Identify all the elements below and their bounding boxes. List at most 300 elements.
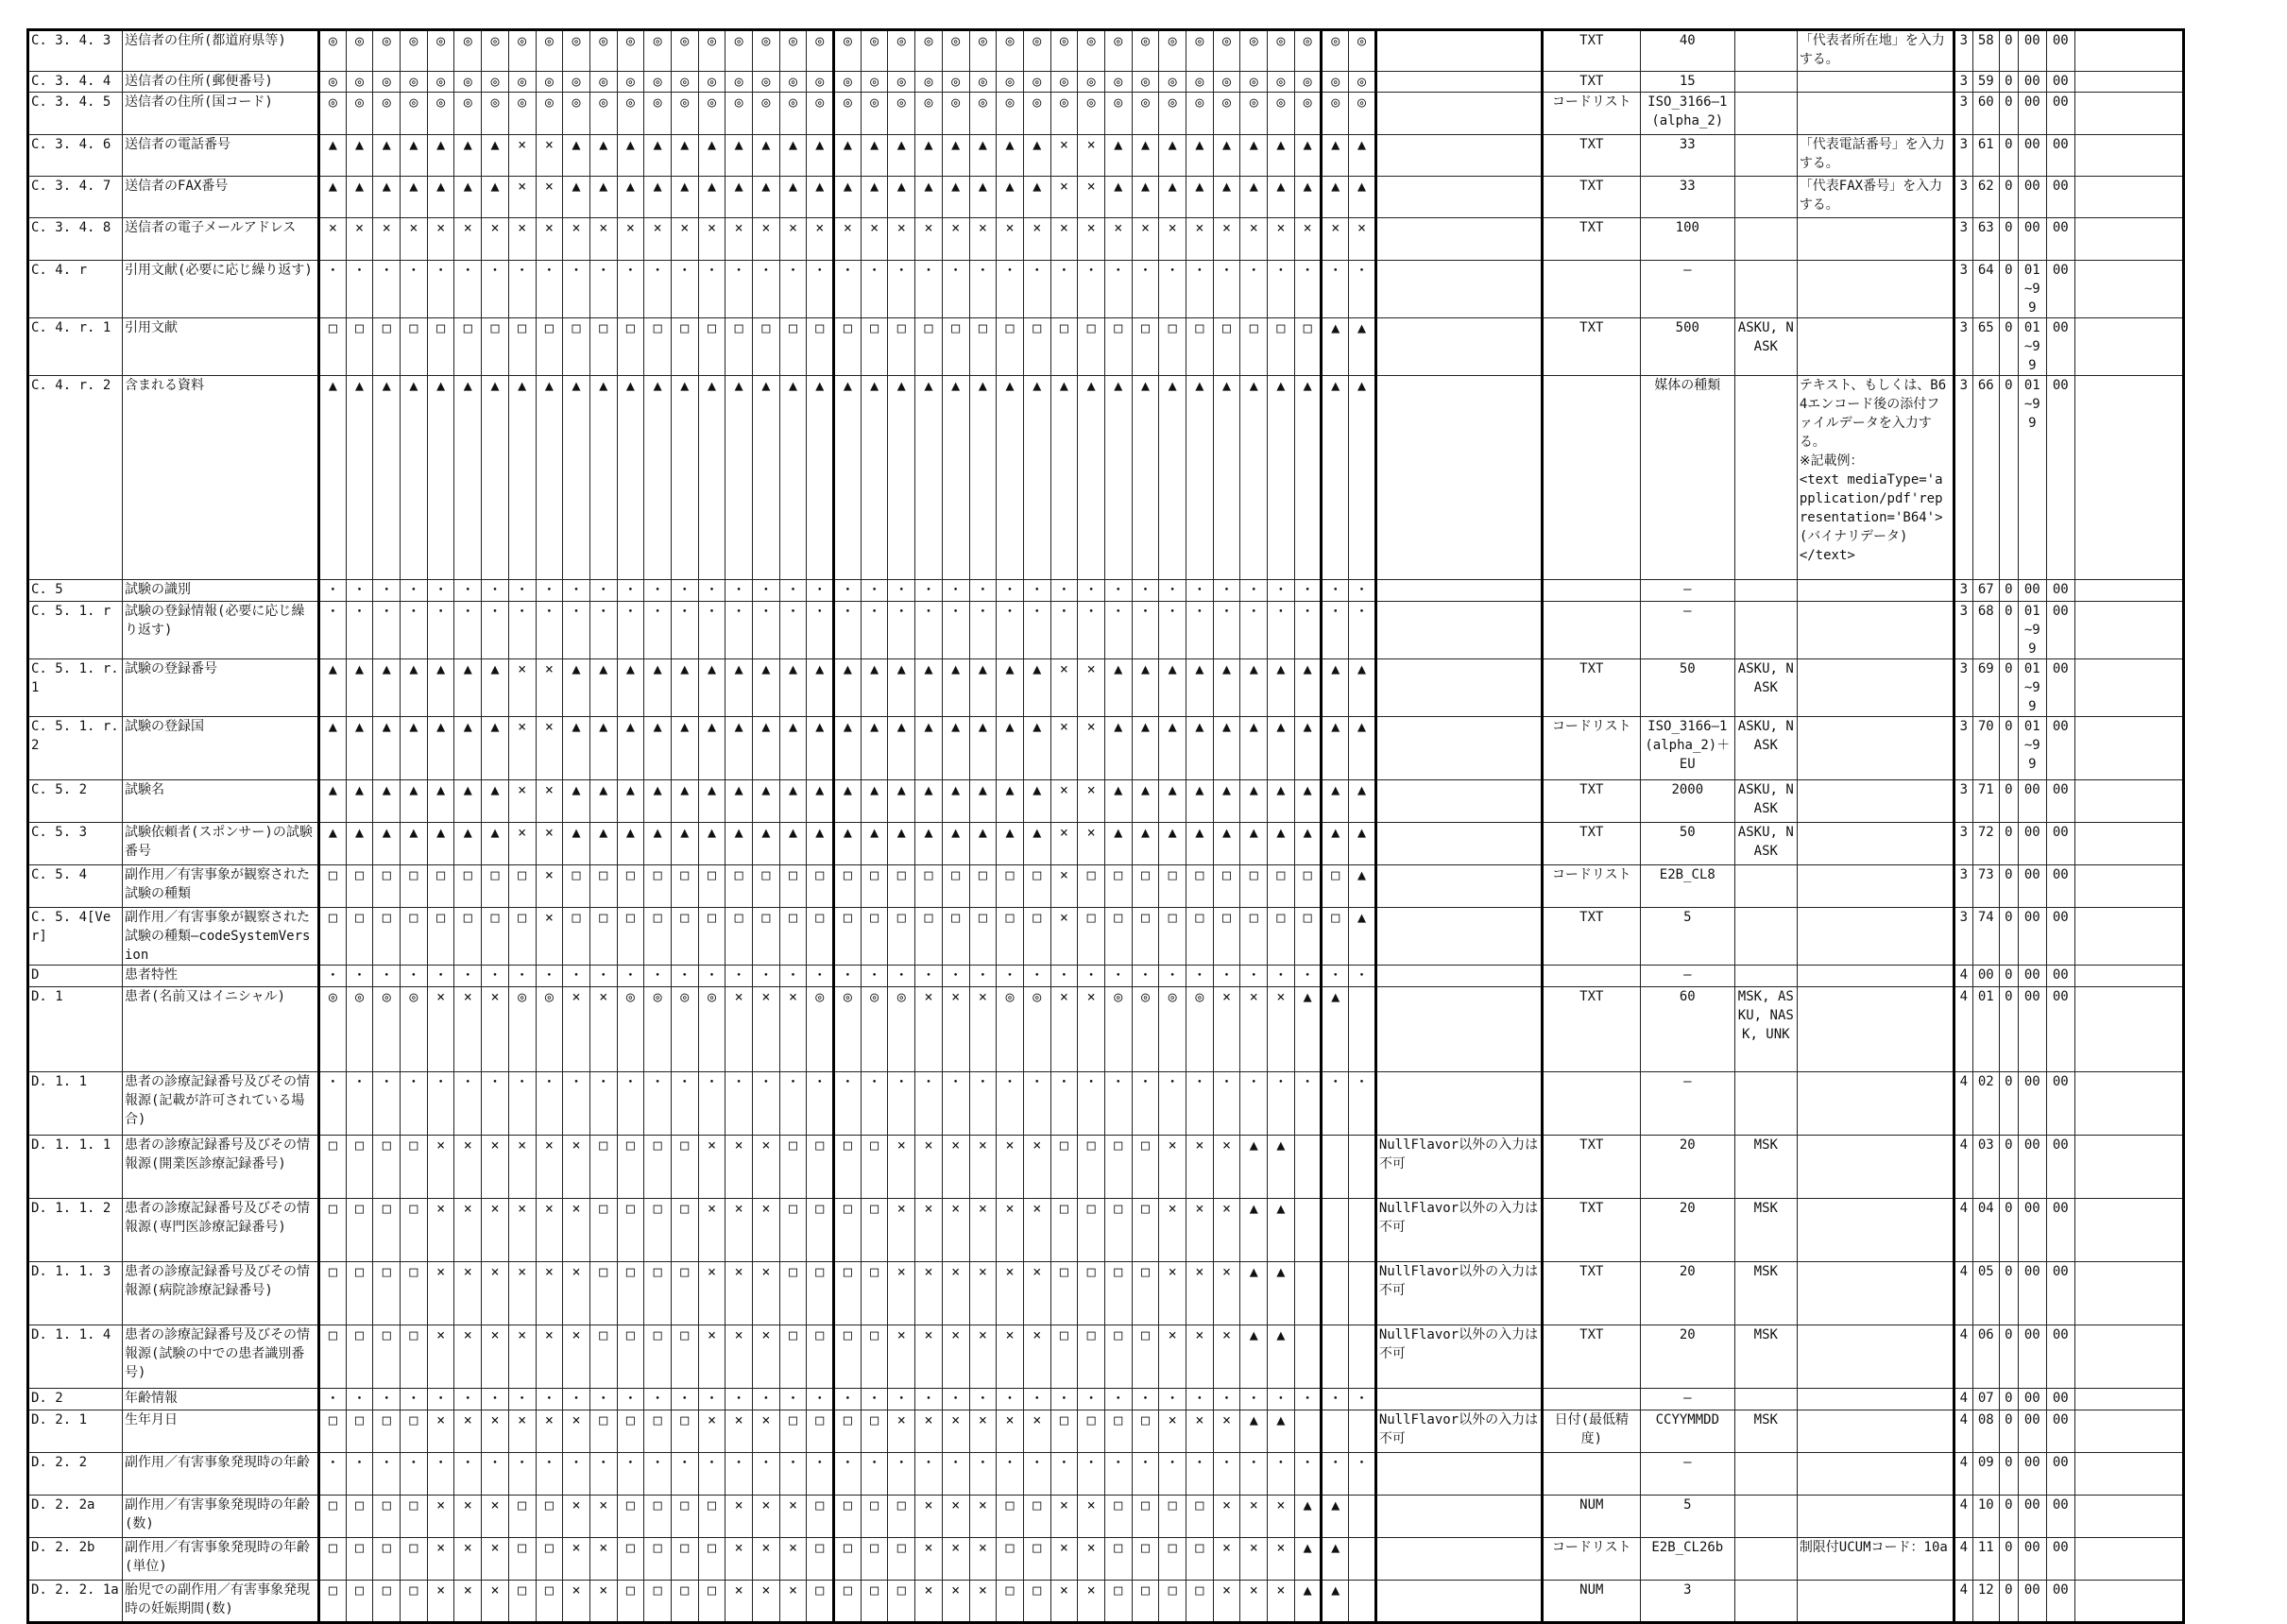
requirement-mark: ◎ (725, 72, 753, 93)
requirement-mark: ・ (427, 966, 454, 987)
requirement-mark: ▲ (671, 135, 698, 177)
requirement-mark: × (1159, 218, 1186, 261)
requirement-mark: ▲ (1240, 659, 1268, 717)
requirement-mark: ◎ (861, 30, 888, 72)
requirement-mark: ・ (671, 580, 698, 602)
requirement-mark: ・ (346, 602, 373, 659)
requirement-mark: ▲ (1322, 717, 1349, 780)
requirement-mark: ・ (508, 580, 536, 602)
requirement-mark: × (536, 659, 563, 717)
item-number: C. 3. 4. 6 (28, 135, 123, 177)
data-type: TXT (1542, 1199, 1640, 1262)
requirement-mark: ▲ (1294, 823, 1322, 865)
requirement-mark: ▲ (1294, 135, 1322, 177)
specification-table (26, 28, 2185, 1624)
requirement-mark: □ (617, 865, 644, 908)
requirement-mark: × (536, 823, 563, 865)
requirement-mark: ◎ (1132, 93, 1159, 135)
requirement-mark: □ (373, 1199, 401, 1262)
requirement-mark: ▲ (698, 780, 725, 823)
requirement-mark: × (997, 1262, 1024, 1325)
requirement-mark: ・ (1268, 602, 1295, 659)
requirement-mark: × (725, 1410, 753, 1453)
requirement-mark: ・ (1186, 1389, 1214, 1410)
item-name: 患者の診療記録番号及びその情報源(開業医診療記録番号) (123, 1136, 319, 1199)
requirement-mark: ▲ (1213, 177, 1240, 218)
requirement-mark: ▲ (1240, 1199, 1268, 1262)
requirement-mark: ▲ (779, 376, 807, 580)
requirement-mark: ・ (1050, 1453, 1078, 1496)
code-segment-1: 3 (1954, 93, 1972, 135)
remarks (1797, 966, 1954, 987)
requirement-mark: ・ (969, 602, 997, 659)
requirement-mark: × (725, 1496, 753, 1538)
requirement-mark: ・ (1294, 1072, 1322, 1136)
requirement-mark: × (753, 218, 780, 261)
requirement-mark: □ (508, 318, 536, 376)
requirement-mark: × (508, 218, 536, 261)
requirement-mark (1322, 1262, 1349, 1325)
requirement-mark: □ (536, 1538, 563, 1581)
data-length: 100 (1640, 218, 1734, 261)
requirement-mark: ◎ (861, 987, 888, 1072)
requirement-mark: ▲ (1213, 659, 1240, 717)
requirement-mark: × (861, 218, 888, 261)
data-length: 33 (1640, 177, 1734, 218)
requirement-mark: ▲ (1349, 865, 1376, 908)
requirement-mark: × (942, 1262, 969, 1325)
data-length: 2000 (1640, 780, 1734, 823)
item-number: D. 2. 2a (28, 1496, 123, 1538)
requirement-mark: ◎ (671, 987, 698, 1072)
requirement-mark: × (617, 218, 644, 261)
requirement-mark: ▲ (698, 823, 725, 865)
requirement-mark (1294, 1136, 1322, 1199)
requirement-mark: ・ (482, 966, 509, 987)
requirement-mark: ・ (563, 1072, 590, 1136)
item-name: 副作用／有害事象発現時の年齢 (123, 1453, 319, 1496)
requirement-mark: ◎ (1322, 30, 1349, 72)
requirement-mark: ▲ (319, 376, 347, 580)
requirement-mark: × (888, 218, 915, 261)
code-segment-2: 69 (1972, 659, 1999, 717)
requirement-mark: □ (888, 1496, 915, 1538)
table-row (28, 1325, 2184, 1389)
requirement-mark: ▲ (1240, 177, 1268, 218)
nullflavor-values (1734, 1389, 1797, 1410)
requirement-mark: ▲ (401, 659, 428, 717)
requirement-mark: ▲ (427, 376, 454, 580)
requirement-mark: ・ (807, 1453, 834, 1496)
requirement-mark: ・ (1159, 1072, 1186, 1136)
requirement-mark: ・ (1078, 966, 1105, 987)
requirement-mark: ・ (319, 1389, 347, 1410)
input-condition (1375, 135, 1542, 177)
requirement-mark: ▲ (1023, 135, 1050, 177)
requirement-mark: × (725, 1538, 753, 1581)
requirement-mark: ▲ (1104, 823, 1132, 865)
requirement-mark: × (1240, 1538, 1268, 1581)
code-segment-1: 3 (1954, 717, 1972, 780)
requirement-mark: □ (1104, 318, 1132, 376)
item-name: 引用文献(必要に応じ繰り返す) (123, 261, 319, 318)
requirement-mark: × (915, 1496, 943, 1538)
requirement-mark: × (1078, 1496, 1105, 1538)
requirement-mark: ▲ (1268, 1410, 1295, 1453)
requirement-mark: ▲ (725, 717, 753, 780)
nullflavor-values (1734, 580, 1797, 602)
requirement-mark: ▲ (888, 659, 915, 717)
data-length: ― (1640, 1453, 1734, 1496)
requirement-mark: × (536, 1136, 563, 1199)
requirement-mark: × (725, 1262, 753, 1325)
item-name: 試験依頼者(スポンサー)の試験番号 (123, 823, 319, 865)
requirement-mark: ◎ (698, 72, 725, 93)
table-row (28, 1410, 2184, 1453)
requirement-mark: × (807, 218, 834, 261)
requirement-mark: ▲ (779, 177, 807, 218)
requirement-mark: ・ (997, 1389, 1024, 1410)
requirement-mark: ・ (1159, 1453, 1186, 1496)
requirement-mark: × (969, 1325, 997, 1389)
nullflavor-values: ASKU, NASK (1734, 717, 1797, 780)
requirement-mark: ▲ (373, 659, 401, 717)
table-body (28, 30, 2184, 1623)
requirement-mark: □ (997, 908, 1024, 966)
item-number: D. 2. 2. 1a (28, 1581, 123, 1623)
requirement-mark: × (969, 1262, 997, 1325)
code-segment-2: 72 (1972, 823, 1999, 865)
requirement-mark: ◎ (942, 30, 969, 72)
requirement-mark: □ (861, 1262, 888, 1325)
code-segment-5: 00 (2046, 1496, 2074, 1538)
requirement-mark: ・ (1213, 580, 1240, 602)
requirement-mark: ・ (508, 602, 536, 659)
code-segment-4: 00 (2018, 177, 2046, 218)
code-segment-5: 00 (2046, 823, 2074, 865)
requirement-mark: ・ (725, 261, 753, 318)
requirement-mark: □ (834, 1262, 862, 1325)
requirement-mark: ▲ (1268, 659, 1295, 717)
requirement-mark: ◎ (589, 30, 617, 72)
code-segment-2: 62 (1972, 177, 1999, 218)
requirement-mark: □ (807, 1538, 834, 1581)
requirement-mark: ▲ (942, 135, 969, 177)
requirement-mark: ◎ (807, 93, 834, 135)
requirement-mark: ▲ (1132, 376, 1159, 580)
code-segment-1: 4 (1954, 987, 1972, 1072)
requirement-mark: ▲ (1023, 659, 1050, 717)
nullflavor-values (1734, 177, 1797, 218)
requirement-mark: ◎ (617, 93, 644, 135)
requirement-mark: ▲ (997, 135, 1024, 177)
requirement-mark: ◎ (1294, 30, 1322, 72)
requirement-mark: × (1240, 987, 1268, 1072)
requirement-mark: □ (834, 1199, 862, 1262)
requirement-mark: ◎ (942, 72, 969, 93)
requirement-mark: ▲ (1322, 1496, 1349, 1538)
table-row (28, 1262, 2184, 1325)
requirement-mark: □ (1050, 318, 1078, 376)
requirement-mark: ・ (1186, 580, 1214, 602)
requirement-mark: × (753, 1496, 780, 1538)
requirement-mark: □ (1159, 1581, 1186, 1623)
requirement-mark: ◎ (373, 987, 401, 1072)
requirement-mark: □ (427, 865, 454, 908)
requirement-mark: ◎ (346, 30, 373, 72)
requirement-mark: ▲ (1349, 659, 1376, 717)
requirement-mark: ・ (753, 580, 780, 602)
requirement-mark: ▲ (1104, 376, 1132, 580)
requirement-mark: ・ (401, 1389, 428, 1410)
requirement-mark: □ (753, 318, 780, 376)
requirement-mark: ・ (997, 1453, 1024, 1496)
requirement-mark: ◎ (1104, 93, 1132, 135)
requirement-mark: × (915, 1199, 943, 1262)
item-name: 送信者の電話番号 (123, 135, 319, 177)
requirement-mark: ・ (779, 966, 807, 987)
requirement-mark: ・ (1132, 966, 1159, 987)
requirement-mark: ▲ (698, 659, 725, 717)
code-segment-5: 00 (2046, 376, 2074, 580)
requirement-mark: ◎ (346, 987, 373, 1072)
requirement-mark: ◎ (346, 72, 373, 93)
requirement-mark: ・ (589, 580, 617, 602)
input-condition (1375, 261, 1542, 318)
requirement-mark: □ (861, 1581, 888, 1623)
requirement-mark (1294, 1262, 1322, 1325)
requirement-mark: □ (834, 1325, 862, 1389)
data-type: TXT (1542, 30, 1640, 72)
input-condition (1375, 908, 1542, 966)
requirement-mark: □ (1023, 1581, 1050, 1623)
item-number: C. 3. 4. 4 (28, 72, 123, 93)
requirement-mark: □ (779, 908, 807, 966)
requirement-mark: × (589, 987, 617, 1072)
requirement-mark: ◎ (1050, 72, 1078, 93)
requirement-mark: ・ (888, 1389, 915, 1410)
requirement-mark: □ (671, 1496, 698, 1538)
requirement-mark: × (589, 218, 617, 261)
requirement-mark: ◎ (319, 30, 347, 72)
requirement-mark: ▲ (807, 135, 834, 177)
data-type (1542, 602, 1640, 659)
code-segment-1: 3 (1954, 823, 1972, 865)
code-segment-3: 0 (1999, 987, 2018, 1072)
remarks (1797, 1496, 1954, 1538)
requirement-mark: □ (1132, 1199, 1159, 1262)
requirement-mark: ・ (1132, 1072, 1159, 1136)
requirement-mark: ◎ (779, 30, 807, 72)
requirement-mark: □ (1078, 865, 1105, 908)
requirement-mark: ▲ (319, 780, 347, 823)
requirement-mark: ◎ (807, 72, 834, 93)
requirement-mark: ◎ (807, 30, 834, 72)
nullflavor-values (1734, 602, 1797, 659)
requirement-mark: × (779, 1538, 807, 1581)
requirement-mark: × (779, 218, 807, 261)
requirement-mark: ・ (969, 966, 997, 987)
requirement-mark: × (536, 717, 563, 780)
requirement-mark: ・ (997, 261, 1024, 318)
requirement-mark: ◎ (589, 72, 617, 93)
blank-cell (2074, 1199, 2183, 1262)
requirement-mark: ◎ (644, 30, 672, 72)
requirement-mark: ▲ (779, 717, 807, 780)
requirement-mark: ・ (1294, 1453, 1322, 1496)
requirement-mark: ▲ (589, 659, 617, 717)
requirement-mark: ▲ (617, 376, 644, 580)
input-condition (1375, 1453, 1542, 1496)
data-length: 60 (1640, 987, 1734, 1072)
table-row (28, 218, 2184, 261)
requirement-mark: ・ (671, 1072, 698, 1136)
input-condition (1375, 1072, 1542, 1136)
blank-cell (2074, 1325, 2183, 1389)
requirement-mark: □ (427, 908, 454, 966)
requirement-mark: ・ (589, 966, 617, 987)
code-segment-2: 03 (1972, 1136, 1999, 1199)
requirement-mark: ・ (1240, 602, 1268, 659)
requirement-mark: ・ (725, 602, 753, 659)
requirement-mark: ◎ (1132, 72, 1159, 93)
code-segment-1: 3 (1954, 30, 1972, 72)
requirement-mark: □ (725, 318, 753, 376)
requirement-mark: □ (563, 318, 590, 376)
requirement-mark: ◎ (1104, 72, 1132, 93)
requirement-mark: □ (508, 1538, 536, 1581)
code-segment-3: 0 (1999, 908, 2018, 966)
data-length: 20 (1640, 1199, 1734, 1262)
requirement-mark: ▲ (644, 823, 672, 865)
requirement-mark: □ (888, 318, 915, 376)
requirement-mark: ・ (942, 966, 969, 987)
table-row (28, 717, 2184, 780)
code-segment-3: 0 (1999, 135, 2018, 177)
code-segment-5: 00 (2046, 602, 2074, 659)
requirement-mark: □ (834, 318, 862, 376)
requirement-mark: ◎ (834, 30, 862, 72)
requirement-mark: ▲ (454, 177, 482, 218)
requirement-mark: □ (1132, 1496, 1159, 1538)
requirement-mark: × (427, 1496, 454, 1538)
requirement-mark: ・ (1268, 580, 1295, 602)
requirement-mark: ・ (1050, 1072, 1078, 1136)
requirement-mark: ▲ (698, 135, 725, 177)
item-number: D. 1 (28, 987, 123, 1072)
requirement-mark: □ (671, 1410, 698, 1453)
requirement-mark: ▲ (427, 780, 454, 823)
requirement-mark: □ (454, 908, 482, 966)
requirement-mark: ◎ (942, 93, 969, 135)
code-segment-2: 00 (1972, 966, 1999, 987)
requirement-mark: □ (753, 908, 780, 966)
requirement-mark: ・ (1349, 602, 1376, 659)
requirement-mark: □ (1023, 908, 1050, 966)
requirement-mark: □ (915, 908, 943, 966)
requirement-mark: ◎ (617, 987, 644, 1072)
code-segment-1: 4 (1954, 966, 1972, 987)
requirement-mark: □ (644, 1581, 672, 1623)
code-segment-4: 00 (2018, 1538, 2046, 1581)
requirement-mark: □ (779, 1199, 807, 1262)
requirement-mark: □ (698, 1538, 725, 1581)
requirement-mark: ▲ (779, 780, 807, 823)
requirement-mark: □ (861, 1410, 888, 1453)
requirement-mark: □ (373, 1325, 401, 1389)
requirement-mark: □ (1213, 318, 1240, 376)
code-segment-5: 00 (2046, 177, 2074, 218)
requirement-mark: ・ (671, 261, 698, 318)
requirement-mark: □ (888, 1538, 915, 1581)
requirement-mark: ・ (373, 1453, 401, 1496)
requirement-mark: □ (1104, 1410, 1132, 1453)
requirement-mark: ◎ (671, 30, 698, 72)
requirement-mark: × (454, 1325, 482, 1389)
requirement-mark: ▲ (1186, 823, 1214, 865)
requirement-mark: ▲ (997, 823, 1024, 865)
requirement-mark: □ (644, 1262, 672, 1325)
code-segment-2: 05 (1972, 1262, 1999, 1325)
requirement-mark: ▲ (1322, 987, 1349, 1072)
requirement-mark: ・ (401, 602, 428, 659)
requirement-mark: ▲ (1240, 780, 1268, 823)
requirement-mark: □ (671, 1199, 698, 1262)
requirement-mark: ▲ (1268, 1136, 1295, 1199)
item-name: 副作用／有害事象発現時の年齢(数) (123, 1496, 319, 1538)
requirement-mark: × (915, 987, 943, 1072)
requirement-mark: ▲ (1268, 1262, 1295, 1325)
requirement-mark: × (779, 1581, 807, 1623)
requirement-mark: □ (861, 1325, 888, 1389)
requirement-mark: × (753, 987, 780, 1072)
table-row (28, 30, 2184, 72)
requirement-mark: × (915, 1136, 943, 1199)
requirement-mark: ・ (753, 966, 780, 987)
requirement-mark: □ (401, 1136, 428, 1199)
requirement-mark (1349, 1410, 1376, 1453)
nullflavor-values (1734, 1072, 1797, 1136)
requirement-mark: × (1050, 717, 1078, 780)
remarks: テキスト、もしくは、B64エンコード後の添付ファイルデータを入力する。 ※記載例： <text mediaType='application/pdf'representation='B64'> (バイナリデータ) </text> (1797, 376, 1954, 580)
requirement-mark: × (1240, 1496, 1268, 1538)
requirement-mark: □ (617, 1410, 644, 1453)
requirement-mark: ▲ (482, 717, 509, 780)
requirement-mark: ▲ (1023, 780, 1050, 823)
item-number: D. 1. 1. 4 (28, 1325, 123, 1389)
item-name: 患者の診療記録番号及びその情報源(病院診療記録番号) (123, 1262, 319, 1325)
requirement-mark: □ (401, 865, 428, 908)
requirement-mark: ◎ (563, 93, 590, 135)
data-type (1542, 580, 1640, 602)
requirement-mark: ▲ (346, 659, 373, 717)
requirement-mark: □ (589, 1410, 617, 1453)
requirement-mark: × (536, 780, 563, 823)
nullflavor-values: ASKU, NASK (1734, 780, 1797, 823)
requirement-mark: × (753, 1136, 780, 1199)
requirement-mark: □ (373, 318, 401, 376)
code-segment-1: 3 (1954, 318, 1972, 376)
requirement-mark: ◎ (1159, 72, 1186, 93)
requirement-mark: ・ (644, 261, 672, 318)
requirement-mark: □ (373, 1262, 401, 1325)
code-segment-4: 01~99 (2018, 318, 2046, 376)
item-name: 送信者の住所(郵便番号) (123, 72, 319, 93)
requirement-mark: □ (1268, 865, 1295, 908)
requirement-mark: × (563, 1262, 590, 1325)
requirement-mark: □ (536, 1496, 563, 1538)
remarks: 「代表電話番号」を入力する。 (1797, 135, 1954, 177)
